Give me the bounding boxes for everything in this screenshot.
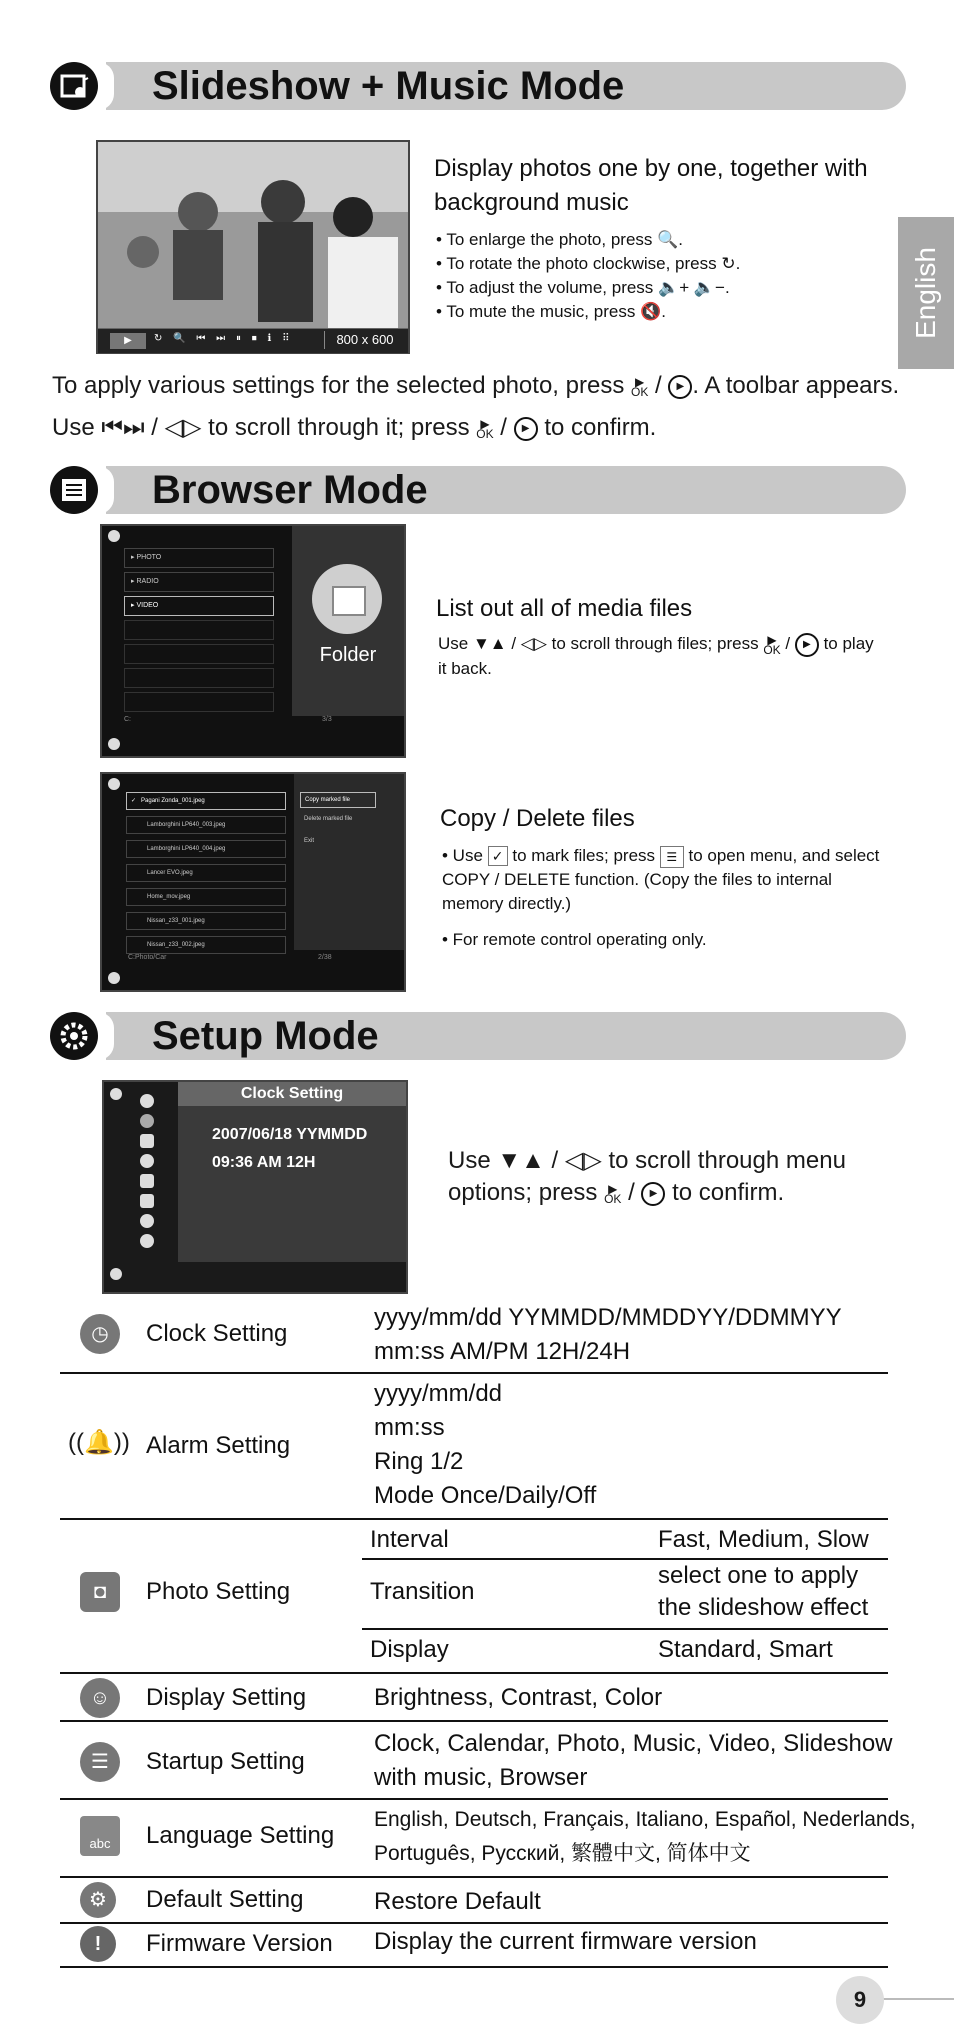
row-name-clock: Clock Setting bbox=[146, 1320, 288, 1347]
row-value-default: Restore Default bbox=[374, 1888, 541, 1915]
path-label: C: bbox=[124, 716, 131, 723]
photo-transition-value: select one to apply the slideshow effect bbox=[658, 1562, 869, 1621]
display-icon[interactable] bbox=[140, 1154, 154, 1168]
photo-display-value: Standard, Smart bbox=[658, 1636, 833, 1663]
play-circle-icon: ▶ bbox=[641, 1182, 665, 1206]
alarm-icon[interactable] bbox=[140, 1114, 154, 1128]
camera-icon[interactable] bbox=[140, 1134, 154, 1148]
list-help-a: Use bbox=[438, 634, 469, 653]
row-divider bbox=[60, 1798, 888, 1800]
setup-help-c: to confirm. bbox=[672, 1179, 785, 1206]
remote-note: • For remote control operating only. bbox=[442, 930, 707, 949]
apply-line-2: Use bbox=[52, 414, 95, 441]
photo-transition-key: Transition bbox=[370, 1578, 475, 1605]
path-label: C:Photo/Car bbox=[128, 954, 167, 961]
bottom-dot-icon bbox=[110, 1268, 122, 1280]
list-item[interactable]: ▸ RADIO bbox=[124, 572, 274, 592]
file-item[interactable] bbox=[126, 840, 286, 858]
setup-menu-icons bbox=[140, 1094, 156, 1254]
apply-line-1-end: . A toolbar appears. bbox=[692, 372, 900, 399]
row-value-language-2: Português, Русский, 繁體中文, 简体中文 bbox=[374, 1842, 751, 1865]
setup-screenshot bbox=[102, 1080, 408, 1294]
menu-exit[interactable]: Exit bbox=[304, 838, 315, 844]
folder-icon bbox=[312, 564, 382, 634]
row-value-language-1: English, Deutsch, Français, Italiano, Español, Nederlands, bbox=[374, 1808, 916, 1831]
file-item[interactable]: ✓ Pagani Zonda_001.jpeg bbox=[126, 792, 286, 810]
firmware-icon[interactable] bbox=[140, 1234, 154, 1248]
list-item-label: VIDEO bbox=[136, 602, 159, 609]
row-value-clock-1: yyyy/mm/dd YYMMDD/MMDDYY/DDMMYY bbox=[374, 1304, 842, 1331]
list-help-c: to play it back. bbox=[438, 634, 874, 678]
camera-icon: ◘ bbox=[80, 1572, 120, 1612]
copy-delete-help bbox=[442, 844, 892, 916]
clock-icon: ◷ bbox=[80, 1314, 120, 1354]
file-name: Lancer EVO.jpeg bbox=[147, 870, 193, 876]
ok-label: OK bbox=[631, 384, 649, 399]
top-dot-icon bbox=[108, 530, 120, 542]
row-divider bbox=[60, 1372, 888, 1374]
side-tab-label: English bbox=[910, 247, 941, 339]
menu-delete[interactable]: Delete marked file bbox=[304, 816, 353, 822]
firmware-icon: ! bbox=[80, 1926, 116, 1962]
default-icon[interactable] bbox=[140, 1214, 154, 1228]
row-name-alarm: Alarm Setting bbox=[146, 1432, 291, 1459]
row-value-startup-1: Clock, Calendar, Photo, Music, Video, Slideshow bbox=[374, 1730, 893, 1757]
play-circle-icon: ▶ bbox=[514, 417, 538, 441]
default-icon: ⚙ bbox=[80, 1882, 116, 1918]
file-name: Nissan_z33_001.jpeg bbox=[147, 918, 205, 924]
row-name-startup: Startup Setting bbox=[146, 1748, 305, 1775]
bottom-dot-icon bbox=[108, 738, 120, 750]
setup-help: Use ▼▲ / ◁▷ to scroll through menu options; press ▶ OK / ▶ to confirm. bbox=[448, 1147, 846, 1206]
row-value-alarm-2: mm:ss bbox=[374, 1414, 445, 1441]
slideshow-toolbar bbox=[98, 328, 408, 353]
file-item[interactable] bbox=[126, 936, 286, 954]
row-name-language: Language Setting bbox=[146, 1822, 335, 1849]
page-number: 9 bbox=[836, 1976, 884, 2024]
row-divider bbox=[60, 1672, 888, 1674]
startup-icon: ☰ bbox=[80, 1742, 120, 1782]
row-divider bbox=[60, 1966, 888, 1968]
clock-date[interactable]: 2007/06/18 YYMMDD bbox=[212, 1126, 368, 1143]
slideshow-description: Display photos one by one, together with background music bbox=[434, 155, 868, 216]
list-item-empty bbox=[124, 668, 274, 688]
list-help: Use ▼▲ / ◁▷ to scroll through files; press ▶ OK / ▶ to play it back. bbox=[438, 632, 874, 678]
row-name-default: Default Setting bbox=[146, 1886, 304, 1913]
ok-icon: ▶ OK bbox=[763, 632, 781, 657]
count-label: 3/3 bbox=[322, 716, 332, 723]
file-name: Nissan_z33_002.jpeg bbox=[147, 942, 205, 948]
bullet-enlarge: • To enlarge the photo, press 🔍. bbox=[436, 230, 684, 249]
photo-display-key: Display bbox=[370, 1636, 449, 1663]
row-value-alarm-4: Mode Once/Daily/Off bbox=[374, 1482, 597, 1509]
row-value-firmware: Display the current firmware version bbox=[374, 1928, 757, 1955]
context-menu bbox=[294, 774, 404, 950]
row-divider bbox=[60, 1922, 888, 1924]
list-item[interactable]: ▸ PHOTO bbox=[124, 548, 274, 568]
clock-icon[interactable] bbox=[140, 1094, 154, 1108]
play-button[interactable]: ▶ bbox=[110, 333, 146, 349]
clock-panel-title: Clock Setting bbox=[178, 1082, 406, 1106]
setup-help-b: to scroll through menu options; press bbox=[448, 1147, 846, 1206]
ok-icon: ▶ OK bbox=[476, 416, 494, 441]
apply-line-2-mid: to scroll through it; press bbox=[208, 414, 470, 441]
browser-screenshot bbox=[100, 524, 406, 758]
top-dot-icon bbox=[108, 778, 120, 790]
startup-icon[interactable] bbox=[140, 1174, 154, 1188]
top-dot-icon bbox=[110, 1088, 122, 1100]
apply-line-1: To apply various settings for the selected photo, press bbox=[52, 372, 625, 399]
file-name: Lamborghini LP640_004.jpeg bbox=[147, 846, 226, 852]
row-value-alarm-1: yyyy/mm/dd bbox=[374, 1380, 503, 1407]
apply-line-2-end: to confirm. bbox=[544, 414, 657, 441]
clock-panel bbox=[178, 1082, 406, 1262]
language-icon[interactable] bbox=[140, 1194, 154, 1208]
row-value-clock-2: mm:ss AM/PM 12H/24H bbox=[374, 1338, 631, 1365]
slideshow-photo bbox=[98, 142, 408, 328]
list-item-empty bbox=[124, 620, 274, 640]
row-name-firmware: Firmware Version bbox=[146, 1930, 333, 1957]
play-circle-icon: ▶ bbox=[795, 633, 819, 657]
file-item[interactable] bbox=[126, 888, 286, 906]
file-name: Lamborghini LP640_003.jpeg bbox=[147, 822, 226, 828]
ok-icon: ▶ OK bbox=[631, 374, 649, 399]
setup-mode-icon bbox=[50, 1012, 98, 1060]
resolution-readout: 800 x 600 bbox=[324, 331, 405, 349]
file-name: Pagani Zonda_001.jpeg bbox=[141, 798, 205, 804]
section-title-slideshow: Slideshow + Music Mode bbox=[152, 64, 625, 108]
section-title-setup: Setup Mode bbox=[152, 1014, 379, 1058]
slideshow-bullets bbox=[436, 228, 876, 324]
apply-settings-line: To apply various settings for the selected photo, press ▶ OK / ▶ . A toolbar appears. bbox=[52, 372, 900, 399]
checkbox-icon: ✓ bbox=[488, 846, 508, 866]
display-icon: ☺ bbox=[80, 1678, 120, 1718]
count-label: 2/38 bbox=[318, 954, 332, 961]
copy-help-c: to open menu, and select COPY / DELETE function. (Copy the files to internal memory directly.) bbox=[442, 846, 880, 913]
bullet-mute: • To mute the music, press 🔇. bbox=[436, 302, 666, 321]
file-item[interactable] bbox=[126, 864, 286, 882]
copy-help-a: • Use bbox=[442, 846, 483, 865]
file-name: Home_mov.jpeg bbox=[147, 894, 191, 900]
list-item-empty bbox=[124, 644, 274, 664]
ok-icon: ▶ OK bbox=[604, 1181, 622, 1206]
copy-help-b: to mark files; press bbox=[512, 846, 656, 865]
language-side-tab bbox=[898, 217, 954, 369]
list-item-empty bbox=[124, 692, 274, 712]
photo-interval-value: Fast, Medium, Slow bbox=[658, 1526, 869, 1553]
list-item-label: PHOTO bbox=[136, 554, 162, 561]
copy-delete-title: Copy / Delete files bbox=[440, 805, 635, 832]
browser-list bbox=[124, 548, 274, 716]
row-value-alarm-3: Ring 1/2 bbox=[374, 1448, 464, 1475]
row-value-startup-2: with music, Browser bbox=[374, 1764, 588, 1791]
menu-icon: ☰ bbox=[660, 846, 684, 868]
bullet-volume: • To adjust the volume, press 🔈+ 🔈−. bbox=[436, 278, 730, 297]
bottom-dot-icon bbox=[108, 972, 120, 984]
bullet-rotate: • To rotate the photo clockwise, press ↻. bbox=[436, 254, 741, 273]
file-item[interactable] bbox=[126, 816, 286, 834]
file-item[interactable] bbox=[126, 912, 286, 930]
row-value-display: Brightness, Contrast, Color bbox=[374, 1684, 663, 1711]
row-divider bbox=[60, 1720, 888, 1722]
play-circle-icon: ▶ bbox=[668, 375, 692, 399]
file-list bbox=[126, 792, 286, 960]
slideshow-screenshot bbox=[96, 140, 410, 354]
menu-copy[interactable]: Copy marked file bbox=[300, 792, 376, 808]
section-title-browser: Browser Mode bbox=[152, 468, 428, 512]
folder-panel bbox=[292, 526, 404, 716]
clock-time[interactable]: 09:36 AM 12H bbox=[212, 1154, 316, 1171]
prev-next-icon: ⏮⏭ / ◁▷ bbox=[101, 414, 202, 441]
list-item-label: RADIO bbox=[136, 578, 159, 585]
browser-mode-icon bbox=[50, 466, 98, 514]
list-item-selected[interactable]: ▸ VIDEO bbox=[124, 596, 274, 616]
setup-help-a: Use bbox=[448, 1147, 491, 1174]
row-name-display: Display Setting bbox=[146, 1684, 307, 1711]
list-description: List out all of media files bbox=[436, 595, 693, 622]
slideshow-music-icon bbox=[50, 62, 98, 110]
photo-interval-key: Interval bbox=[370, 1526, 449, 1553]
scroll-toolbar-line: Use ⏮⏭ / ◁▷ to scroll through it; press ▶ OK / ▶ to confirm. bbox=[52, 414, 657, 441]
folder-label: Folder bbox=[319, 644, 377, 666]
row-divider bbox=[60, 1518, 888, 1520]
copy-delete-screenshot bbox=[100, 772, 406, 992]
row-divider bbox=[60, 1876, 888, 1878]
sub-divider bbox=[362, 1628, 888, 1630]
alarm-icon: ((🔔)) bbox=[68, 1429, 130, 1456]
language-icon: abc bbox=[80, 1816, 120, 1856]
toolbar-controls[interactable]: ↻ 🔍 ⏮ ⏭ ⏸ ⏹ ℹ ⠿ bbox=[154, 333, 294, 344]
row-name-photo: Photo Setting bbox=[146, 1578, 291, 1605]
list-help-b: to scroll through files; press bbox=[551, 634, 759, 653]
